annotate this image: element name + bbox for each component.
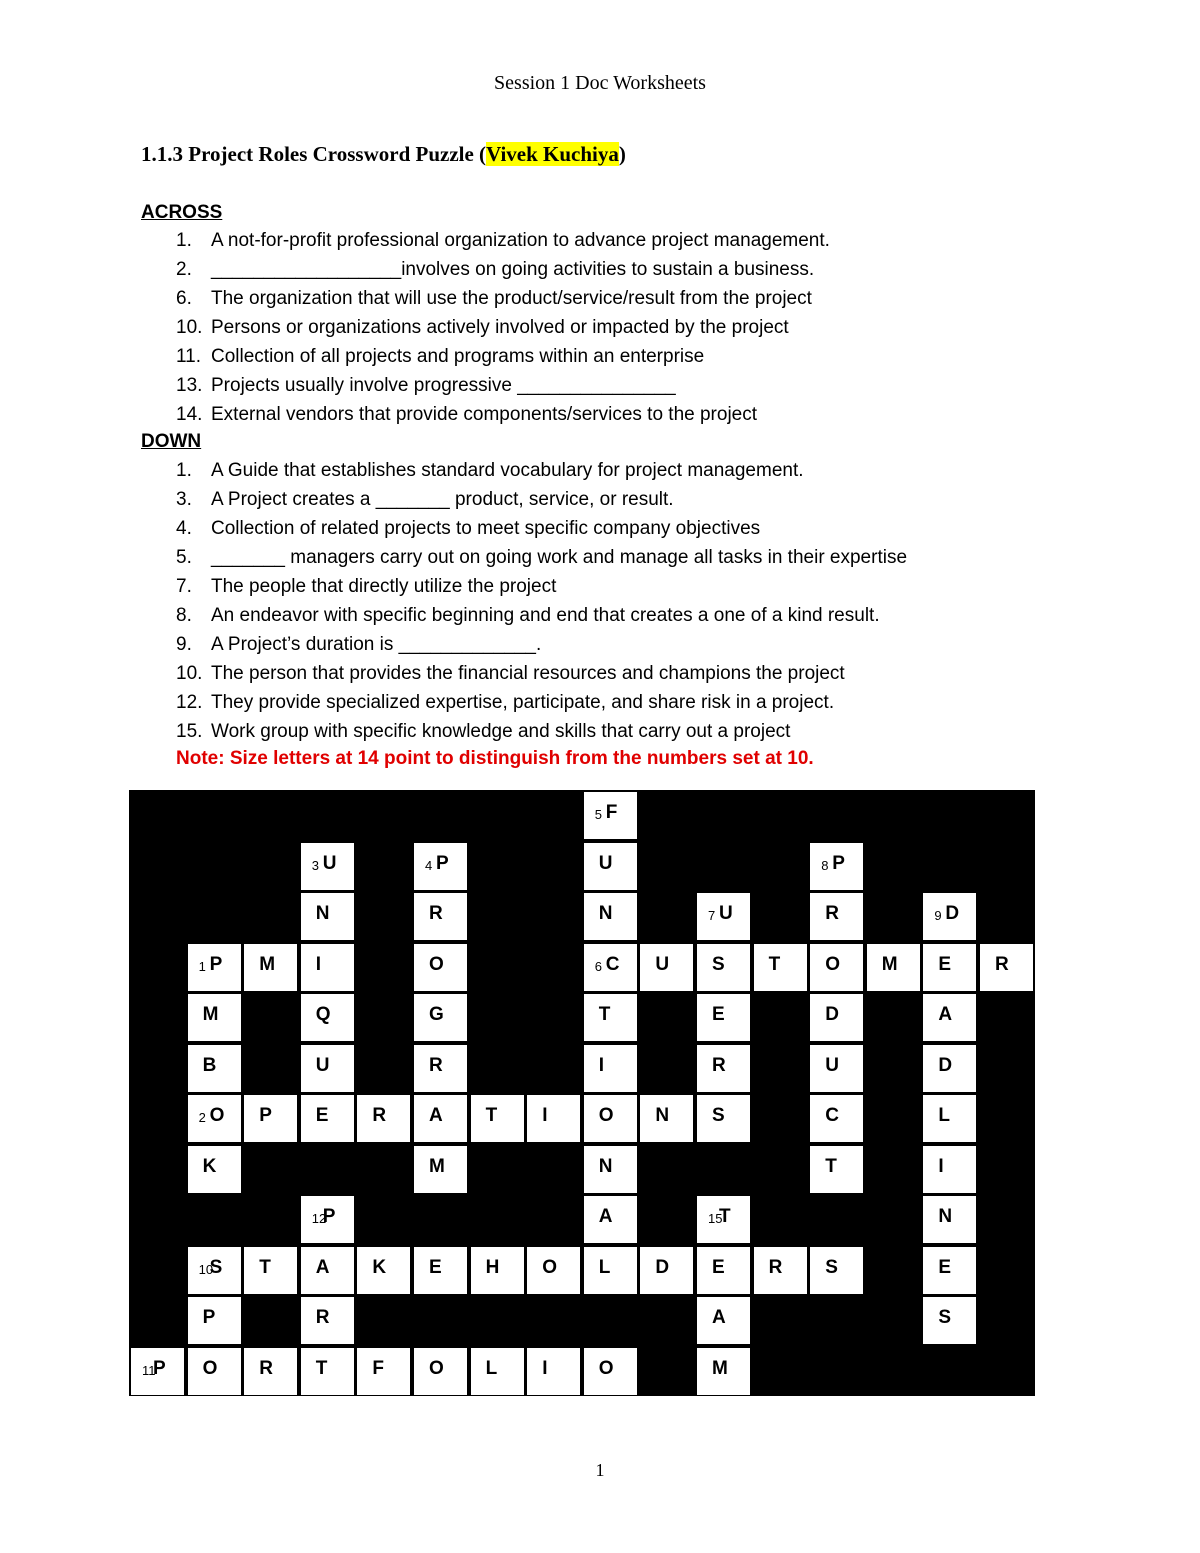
cell-letter: O: [209, 1105, 225, 1126]
cell-letter: N: [655, 1105, 670, 1126]
clue-number: 7.: [176, 576, 192, 597]
grid-cell: [810, 1095, 863, 1142]
cell-letter: R: [825, 903, 839, 924]
grid-cell: [414, 893, 467, 940]
grid-cell: [923, 1196, 976, 1243]
cell-number: 4: [425, 857, 433, 873]
grid-cell: [301, 1297, 354, 1344]
cell-letter: I: [598, 1054, 605, 1076]
cell-letter: S: [938, 1307, 952, 1328]
cell-letter: M: [259, 953, 276, 975]
clue-number: 15.: [176, 721, 203, 742]
clue-number: 4.: [176, 518, 192, 539]
grid-cell: [414, 1348, 467, 1395]
grid-cell: [640, 944, 693, 991]
clue-text: Work group with specific knowledge and skills that carry out a project: [211, 721, 791, 742]
title-prefix: 1.1.3 Project Roles Crossword Puzzle (: [141, 142, 487, 166]
cell-letter: T: [768, 953, 781, 975]
grid-cell: [244, 1095, 297, 1142]
grid-cell: [357, 1095, 410, 1142]
clue-number: 8.: [176, 605, 192, 626]
grid-cell: [188, 1095, 241, 1142]
clue-text: The person that provides the financial resources and champions the project: [211, 663, 845, 684]
grid-cell: [697, 994, 750, 1041]
cell-letter: D: [655, 1256, 670, 1278]
clue-number: 2.: [176, 259, 192, 280]
clue-text: They provide specialized expertise, participate, and share risk in a project.: [211, 692, 835, 713]
grid-cell: [923, 994, 976, 1041]
grid-cell: [810, 893, 863, 940]
cell-letter: E: [315, 1105, 329, 1126]
cell-letter: C: [825, 1105, 839, 1126]
grid-cell: [357, 1247, 410, 1294]
grid-cell: [697, 1045, 750, 1092]
grid-cell: [301, 893, 354, 940]
across-clue: [176, 346, 704, 368]
clue-text: Persons or organizations actively involved or impacted by the project: [211, 317, 789, 338]
cell-letter: T: [315, 1357, 328, 1379]
grid-cell: [754, 944, 807, 991]
cell-letter: P: [832, 852, 845, 874]
grid-cell: [697, 1095, 750, 1142]
cell-letter: R: [315, 1307, 330, 1328]
cell-letter: R: [429, 903, 443, 924]
cell-letter: R: [372, 1105, 387, 1126]
clue-text: Collection of related projects to meet specific company objectives: [211, 518, 761, 539]
down-clue: [176, 547, 907, 569]
grid-cell: [414, 1247, 467, 1294]
clue-text: A not-for-profit professional organization to advance project management.: [211, 230, 830, 251]
cell-letter: P: [209, 953, 223, 975]
grid-cell: [188, 1146, 241, 1193]
grid-cell: [471, 1348, 524, 1395]
clue-number: 6.: [176, 288, 192, 309]
grid-cell: [527, 1348, 580, 1395]
grid-cell: [810, 944, 863, 991]
cell-letter: R: [259, 1357, 273, 1379]
grid-cell: [923, 944, 976, 991]
grid-cell: [188, 944, 241, 991]
grid-cell: [188, 1247, 241, 1294]
grid-cell: [527, 1095, 580, 1142]
grid-cell: [414, 1045, 467, 1092]
cell-letter: I: [542, 1357, 548, 1379]
grid-cell: [584, 1146, 637, 1193]
across-clue: [176, 317, 789, 339]
page-title: [141, 142, 626, 167]
grid-cell: [527, 1247, 580, 1294]
cell-letter: A: [315, 1256, 330, 1278]
cell-letter: S: [209, 1256, 223, 1278]
clue-text: A Project’s duration is _____________.: [211, 634, 542, 655]
clue-text: The people that directly utilize the project: [211, 576, 557, 597]
grid-cell: [188, 1348, 241, 1395]
grid-cell: [810, 843, 863, 890]
cell-letter: K: [372, 1256, 387, 1278]
grid-cell: [923, 1045, 976, 1092]
grid-cell: [810, 1247, 863, 1294]
cell-letter: N: [315, 903, 330, 924]
grid-cell: [244, 1247, 297, 1294]
cell-number: 5: [594, 807, 603, 822]
cell-letter: R: [995, 953, 1009, 975]
grid-cell: [357, 1348, 410, 1395]
cell-letter: L: [598, 1256, 611, 1278]
clue-text: An endeavor with specific beginning and end that creates a one of a kind result.: [211, 605, 880, 626]
cell-letter: I: [542, 1105, 548, 1126]
cell-letter: D: [945, 903, 960, 924]
cell-number: 11: [142, 1362, 156, 1378]
cell-letter: T: [485, 1105, 498, 1126]
grid-cell: [867, 944, 920, 991]
clue-text: _______ managers carry out on going work and manage all tasks in their expertise: [211, 547, 908, 568]
cell-letter: L: [485, 1357, 498, 1379]
cell-letter: G: [429, 1004, 444, 1025]
cell-letter: L: [938, 1105, 950, 1126]
cell-letter: U: [655, 953, 670, 975]
clue-number: 10.: [176, 317, 203, 338]
cell-letter: B: [202, 1054, 217, 1076]
cell-letter: R: [429, 1054, 443, 1076]
grid-cell: [923, 1247, 976, 1294]
down-clue: [176, 576, 556, 598]
cell-letter: O: [598, 1105, 614, 1126]
across-clue: [176, 259, 814, 281]
cell-letter: I: [938, 1155, 944, 1177]
grid-cell: [810, 994, 863, 1041]
cell-letter: U: [825, 1054, 839, 1076]
cell-letter: A: [429, 1105, 443, 1126]
cell-letter: N: [598, 1155, 613, 1177]
cell-letter: P: [153, 1357, 166, 1379]
grid-cell: [188, 1297, 241, 1344]
grid-cell: [301, 1247, 354, 1294]
grid-cell: [697, 1348, 750, 1395]
grid-cell: [301, 1045, 354, 1092]
clue-number: 9.: [176, 634, 192, 655]
across-clue: [176, 288, 812, 310]
cell-letter: M: [202, 1004, 219, 1025]
clue-number: 1.: [176, 460, 192, 481]
grid-cell: [697, 1247, 750, 1294]
across-clue: [176, 404, 757, 426]
grid-cell: [584, 944, 637, 991]
cell-letter: Q: [315, 1004, 331, 1025]
grid-cell: [471, 1247, 524, 1294]
cell-letter: O: [202, 1357, 218, 1379]
cell-letter: E: [938, 953, 952, 975]
grid-cell: [414, 1095, 467, 1142]
grid-cell: [697, 1297, 750, 1344]
cell-letter: T: [719, 1206, 731, 1227]
cell-number: 10: [198, 1261, 214, 1277]
grid-cell: [471, 1095, 524, 1142]
cell-letter: N: [598, 903, 613, 924]
grid-cell: [584, 843, 637, 890]
cell-letter: M: [429, 1155, 445, 1177]
cell-number: 7: [708, 908, 716, 923]
cell-letter: S: [825, 1256, 838, 1278]
cell-letter: T: [598, 1004, 611, 1025]
grid-cell: [584, 1095, 637, 1142]
clue-number: 13.: [176, 375, 203, 396]
cell-letter: M: [712, 1357, 728, 1379]
cell-letter: E: [712, 1256, 725, 1278]
grid-cell: [640, 1247, 693, 1294]
cell-letter: A: [712, 1307, 726, 1328]
cell-letter: S: [712, 1105, 725, 1126]
cell-number: 9: [934, 908, 942, 923]
cell-letter: H: [485, 1256, 500, 1278]
cell-letter: U: [598, 852, 613, 874]
crossword-grid: [129, 790, 1035, 1396]
grid-cell: [584, 1348, 637, 1395]
cell-letter: O: [429, 953, 444, 975]
cell-letter: O: [542, 1256, 557, 1278]
grid-cell: [301, 994, 354, 1041]
cell-letter: F: [605, 802, 618, 823]
clue-text: Projects usually involve progressive _______________: [211, 375, 676, 396]
cell-letter: A: [938, 1004, 953, 1025]
cell-letter: P: [202, 1307, 216, 1328]
grid-cell: [301, 1095, 354, 1142]
cell-letter: U: [719, 903, 733, 924]
cell-letter: O: [429, 1357, 444, 1379]
cell-letter: F: [372, 1357, 384, 1379]
down-clue: [176, 692, 834, 714]
cell-letter: D: [825, 1004, 839, 1025]
cell-letter: T: [825, 1155, 837, 1177]
grid-cell: [188, 1045, 241, 1092]
grid-cell: [980, 944, 1033, 991]
down-clue: [176, 721, 790, 743]
grid-cell: [640, 1095, 693, 1142]
grid-cell: [923, 1095, 976, 1142]
cell-letter: D: [938, 1054, 953, 1076]
clue-number: 14.: [176, 404, 203, 425]
grid-cell: [584, 1045, 637, 1092]
cell-number: 12: [311, 1211, 327, 1226]
cell-letter: T: [259, 1256, 271, 1278]
clue-number: 5.: [176, 547, 192, 568]
cell-number: 1: [198, 958, 206, 974]
cell-number: 3: [311, 857, 320, 873]
note-text: Note: Size letters at 14 point to distinguish from the numbers set at 10.: [176, 748, 814, 769]
grid-cell: [697, 1196, 750, 1243]
grid-cell: [584, 994, 637, 1041]
down-clue: [176, 460, 804, 482]
clue-text: A Project creates a _______ product, service, or result.: [211, 489, 674, 510]
grid-cell: [244, 1348, 297, 1395]
grid-cell: [810, 1146, 863, 1193]
cell-letter: E: [712, 1004, 725, 1025]
clue-text: Collection of all projects and programs within an enterprise: [211, 346, 705, 367]
grid-cell: [301, 1348, 354, 1395]
across-clue: [176, 230, 830, 252]
cell-letter: N: [938, 1206, 953, 1227]
down-clue: [176, 663, 845, 685]
grid-cell: [131, 1348, 184, 1395]
grid-cell: [301, 1196, 354, 1243]
grid-cell: [301, 944, 354, 991]
cell-letter: O: [825, 953, 840, 975]
clue-number: 12.: [176, 692, 203, 713]
clue-number: 11.: [176, 346, 202, 367]
title-suffix: ): [618, 142, 626, 166]
cell-letter: P: [436, 852, 449, 874]
cell-letter: E: [429, 1256, 442, 1278]
down-clue: [176, 605, 880, 627]
cell-letter: A: [598, 1206, 613, 1227]
grid-cell: [697, 893, 750, 940]
grid-cell: [584, 893, 637, 940]
down-clue: [176, 518, 760, 540]
grid-cell: [584, 792, 637, 839]
across-clue: [176, 375, 676, 397]
down-clue: [176, 634, 541, 656]
cell-number: 6: [594, 958, 603, 974]
cell-letter: K: [202, 1155, 217, 1177]
grid-cell: [414, 1146, 467, 1193]
cell-letter: R: [712, 1054, 726, 1076]
cell-number: 8: [821, 857, 829, 873]
cell-letter: P: [322, 1206, 336, 1227]
cell-letter: U: [315, 1054, 330, 1076]
cell-letter: I: [315, 953, 322, 975]
down-heading: DOWN: [141, 431, 202, 452]
page-number: 1: [595, 1460, 605, 1480]
clue-number: 10.: [176, 663, 203, 684]
grid-cell: [414, 994, 467, 1041]
cell-letter: U: [322, 852, 337, 874]
cell-letter: R: [768, 1256, 783, 1278]
grid-cell: [923, 1297, 976, 1344]
grid-cell: [414, 843, 467, 890]
author-name: Vivek Kuchiya: [486, 142, 619, 166]
cell-letter: E: [938, 1256, 952, 1278]
running-header: Session 1 Doc Worksheets: [494, 72, 706, 94]
clue-text: A Guide that establishes standard vocabulary for project management.: [211, 460, 804, 481]
grid-cell: [923, 893, 976, 940]
across-heading: ACROSS: [141, 202, 223, 223]
cell-letter: C: [605, 953, 620, 975]
grid-cell: [188, 994, 241, 1041]
cell-letter: O: [598, 1357, 614, 1379]
cell-number: 15: [708, 1211, 723, 1226]
clue-text: External vendors that provide components/services to the project: [211, 404, 758, 425]
grid-cell: [697, 944, 750, 991]
grid-cell: [584, 1247, 637, 1294]
clue-number: 3.: [176, 489, 192, 510]
clue-text: The organization that will use the product/service/result from the project: [211, 288, 812, 309]
down-clue: [176, 489, 674, 511]
cell-number: 2: [198, 1110, 206, 1125]
grid-cell: [584, 1196, 637, 1243]
grid-cell: [244, 944, 297, 991]
clue-text: __________________involves on going activities to sustain a business.: [211, 259, 815, 280]
grid-cell: [923, 1146, 976, 1193]
grid-cell: [810, 1045, 863, 1092]
cell-letter: M: [881, 953, 898, 975]
cell-letter: P: [259, 1105, 272, 1126]
cell-letter: S: [712, 953, 725, 975]
grid-cell: [754, 1247, 807, 1294]
clue-number: 1.: [176, 230, 192, 251]
grid-cell: [301, 843, 354, 890]
grid-cell: [414, 944, 467, 991]
